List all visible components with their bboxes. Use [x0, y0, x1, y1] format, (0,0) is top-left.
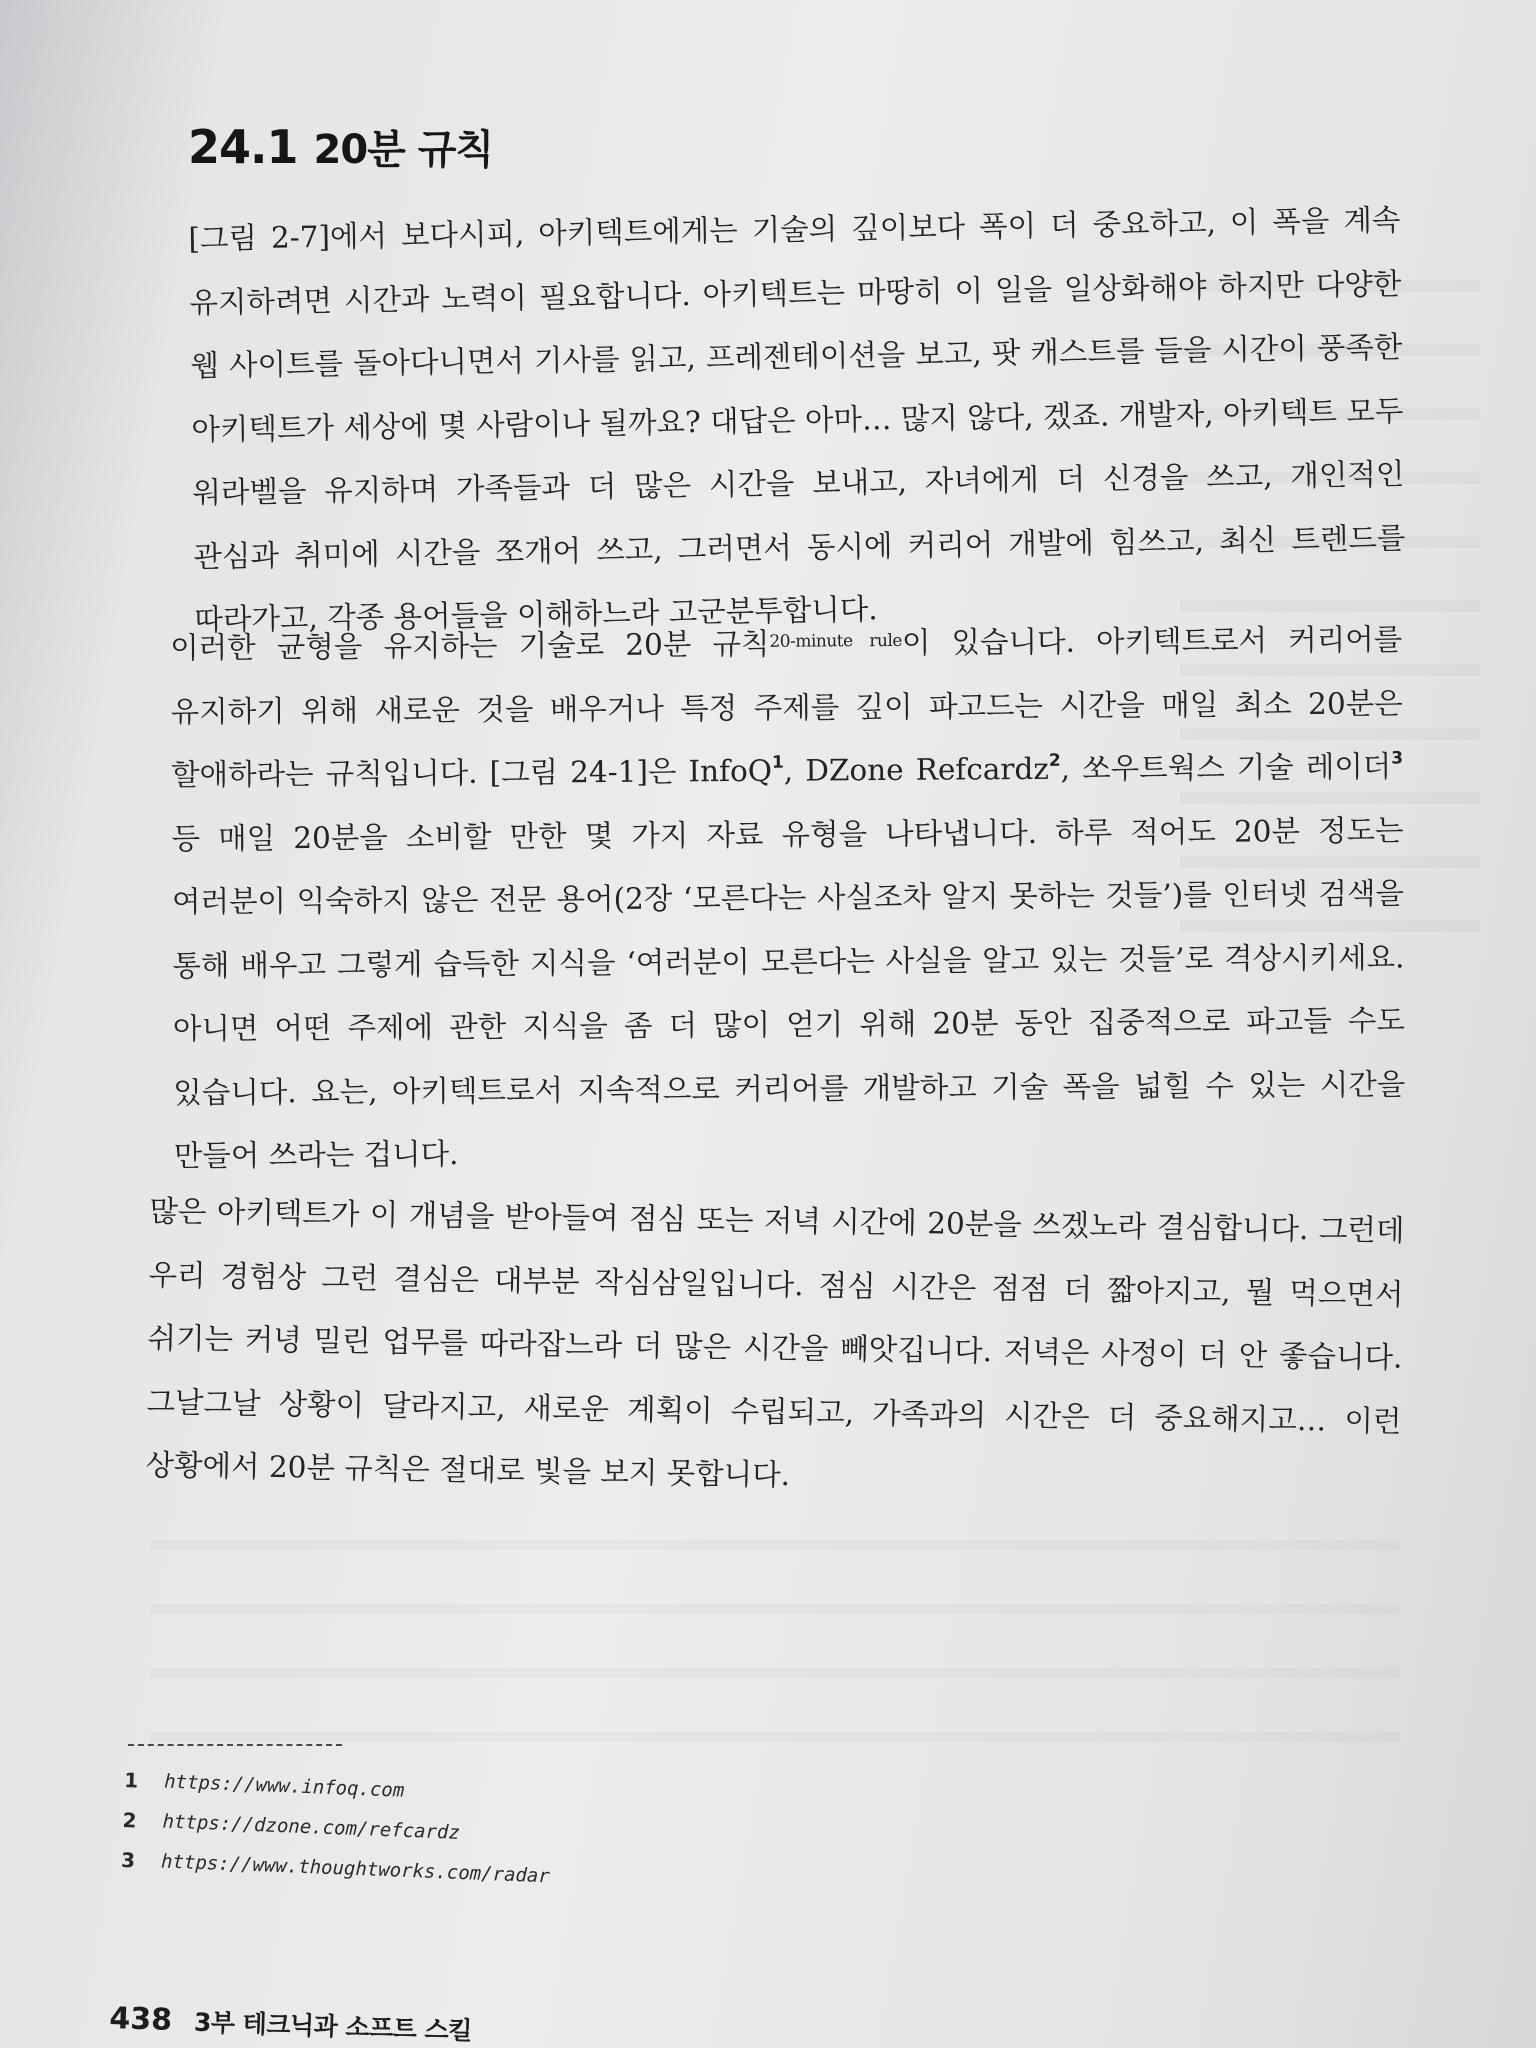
page-footer — [109, 2000, 473, 2047]
paragraph-2-text-d: , 쏘우트웍스 기술 레이더 — [1060, 749, 1392, 786]
footnote-link-thoughtworks[interactable]: https://www.thoughtworks.com/radar — [160, 1850, 551, 1888]
page-number: 438 — [108, 2000, 173, 2038]
body-paragraph-2 — [170, 606, 1406, 1188]
body-paragraph-3: 많은 아키텍트가 이 개념을 받아들여 점심 또는 저녁 시간에 20분을 쓰겠노라 결심합니다. 그런데 우리 경험상 그런 결심은 대부분 작심삼일입니다. 점심 시간은 점점 더 짧아지고, 뭘 먹으면서 쉬기는 커녕 밀린 업무를 따라잡느라 더 많은 시간을 빼앗깁니다. 저녁은 사정이 더 안 좋습니다. 그날그날 상황이 달라지고, 새로운 계획이 수립되고, 가족과의 시간은 더 중요해지고… 이런 상황에서 20분 규칙은 절대로 빛을 보지 못합니다. — [145, 1193, 1405, 1493]
show-through-texture-bottom — [150, 1500, 1400, 1760]
section-title: 20분 규칙 — [313, 127, 494, 173]
footnote-number: 1 — [123, 1767, 139, 1793]
section-heading — [188, 118, 493, 175]
footnote-number: 3 — [120, 1847, 136, 1873]
paragraph-2-text-e: 등 매일 20분을 소비할 만한 몇 가지 자료 유형을 나타냅니다. 하루 적어도 20분 정도는 여러분이 익숙하지 않은 전문 용어(2장 ‘모른다는 사실조차 알지 못하는 것들’)를 인터넷 검색을 통해 배우고 그렇게 습득한 지식을 ‘여러분이 모른다는 사실을 알고 있는 것들’로 격상시키세요. 아니면 어떤 주제에 관한 지식을 좀 더 많이 얻기 위해 20분 동안 집중적으로 파고들 수도 있습니다. 요는, 아키텍트로서 지속적으로 커리어를 개발하고 기술 폭을 넓힐 수 있는 시간을 만들어 쓰라는 겁니다. — [171, 812, 1406, 1173]
footnote-divider — [128, 1744, 342, 1746]
paragraph-2-text-b: 이 있습니다. 아키텍트로서 커리어를 유지하기 위해 새로운 것을 배우거나 특정 주제를 깊이 파고드는 시간을 매일 최소 20분은 할애하라는 규칙입니다. [그림 24-1]은 InfoQ — [170, 622, 1403, 792]
paragraph-2-text-a: 이러한 균형을 유지하는 기술로 20분 규칙 — [170, 626, 770, 665]
paragraph-2-text-c: , DZone Refcardz — [783, 751, 1050, 788]
footnote-ref-3[interactable]: 3 — [1391, 748, 1404, 769]
body-paragraph-1: [그림 2-7]에서 보다시피, 아키텍트에게는 기술의 깊이보다 폭이 더 중요하고, 이 폭을 계속 유지하려면 시간과 노력이 필요합니다. 아키텍트는 마땅히 이 일을 일상화해야 하지만 다양한 웹 사이트를 돌아다니면서 기사를 읽고, 프레젠테이션을 보고, 팟 캐스트를 들을 시간이 풍족한 아키텍트가 세상에 몇 사람이나 될까요? 대답은 아마… 많지 않다, 겠죠. 개발자, 아키텍트 모두 워라벨을 유지하며 가족들과 더 많은 시간을 보내고, 자녀에게 더 신경을 쓰고, 개인적인 관심과 취미에 시간을 쪼개어 쓰고, 그러면서 동시에 커리어 개발에 힘쓰고, 최신 트렌드를 따라가고, 각종 용어들을 이해하느라 고군분투합니다. — [188, 202, 1406, 637]
footnote-ref-2[interactable]: 2 — [1048, 750, 1061, 771]
footnote-number: 2 — [122, 1807, 138, 1833]
running-section-title: 3부 테크닉과 소프트 스킬 — [193, 2007, 473, 2046]
footnote-ref-1[interactable]: 1 — [771, 752, 784, 773]
footnotes — [120, 1760, 724, 1903]
english-term-20-minute-rule: 20-minute rule — [769, 630, 902, 652]
footnote-link-infoq[interactable]: https://www.infoq.com — [163, 1770, 405, 1802]
footnote-link-dzone[interactable]: https://dzone.com/refcardz — [162, 1810, 461, 1844]
section-number: 24.1 — [188, 120, 298, 174]
